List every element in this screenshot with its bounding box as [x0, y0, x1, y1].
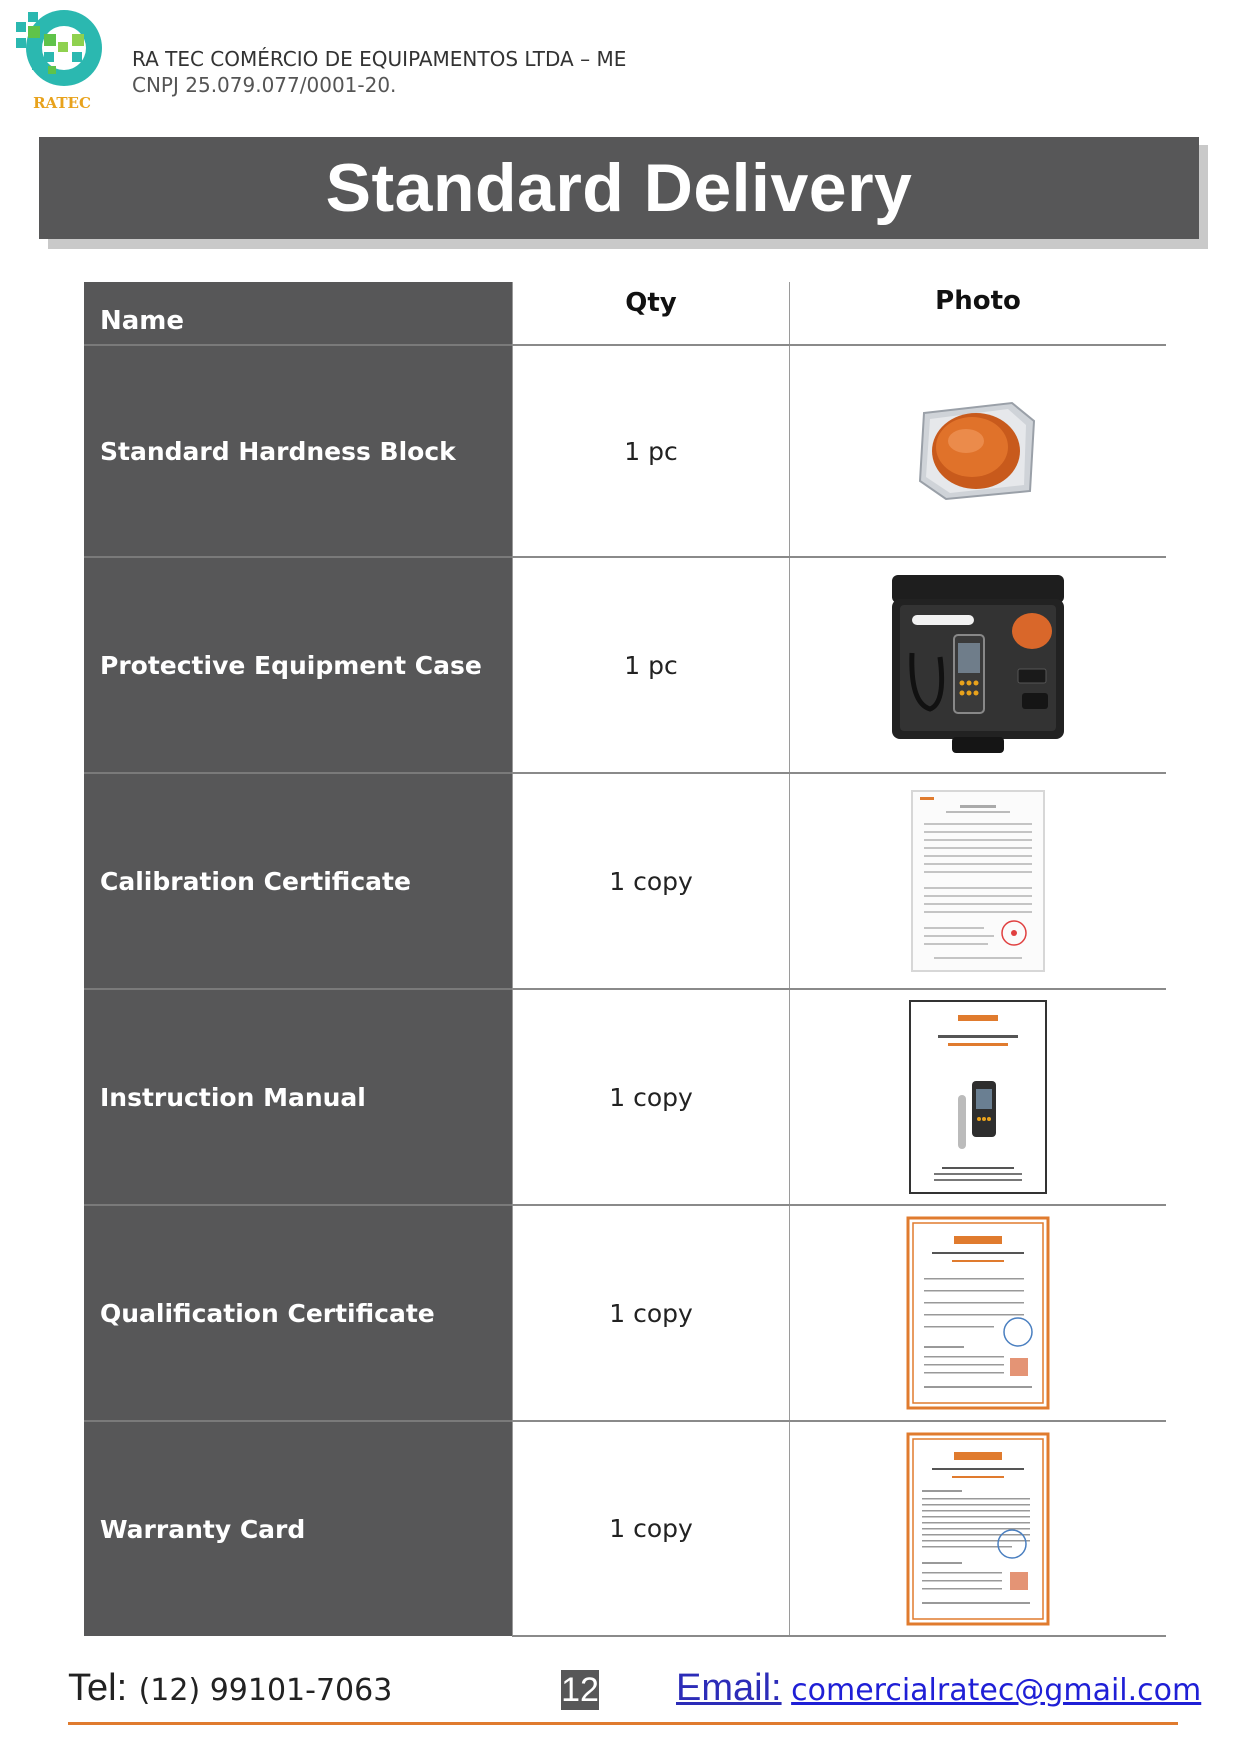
column-header-name: Name: [84, 282, 513, 345]
delivery-table: [84, 282, 1166, 1637]
column-header-qty: Qty: [513, 282, 790, 345]
svg-text:RATEC: RATEC: [33, 94, 91, 112]
item-photo: [790, 1421, 1167, 1636]
calibration-certificate-photo-icon: [910, 789, 1046, 973]
table-row: [84, 773, 1166, 989]
warranty-card-photo-icon: [906, 1432, 1050, 1626]
footer-divider: [68, 1722, 1178, 1725]
item-photo: [790, 773, 1167, 989]
company-cnpj: CNPJ 25.079.077/0001-20.: [132, 73, 397, 97]
item-qty: 1 copy: [513, 1205, 790, 1421]
tel-label: Tel:: [68, 1667, 128, 1709]
company-name: RA TEC COMÉRCIO DE EQUIPAMENTOS LTDA – ME: [132, 47, 627, 71]
ratec-logo-icon: [12, 4, 112, 112]
item-qty: 1 copy: [513, 989, 790, 1205]
item-qty: 1 pc: [513, 345, 790, 557]
hardness-block-photo-icon: [916, 399, 1040, 503]
email-link[interactable]: comercialratec@gmail.com: [791, 1673, 1202, 1708]
table-row: [84, 1205, 1166, 1421]
qualification-certificate-photo-icon: [906, 1216, 1050, 1410]
instruction-manual-photo-icon: [908, 999, 1048, 1195]
footer-telephone: [68, 1667, 392, 1710]
column-header-photo: Photo: [790, 282, 1167, 345]
tel-number: (12) 99101-7063: [138, 1673, 393, 1708]
table-row: [84, 989, 1166, 1205]
footer-email: [676, 1667, 1201, 1710]
item-name: Protective Equipment Case: [84, 557, 513, 773]
item-name: Standard Hardness Block: [84, 345, 513, 557]
table-row: [84, 345, 1166, 557]
item-name: Instruction Manual: [84, 989, 513, 1205]
item-photo: [790, 557, 1167, 773]
page-title: Standard Delivery: [325, 150, 913, 226]
table-row: [84, 557, 1166, 773]
item-name: Calibration Certificate: [84, 773, 513, 989]
item-photo: [790, 1205, 1167, 1421]
company-info: [132, 46, 626, 98]
item-qty: 1 pc: [513, 557, 790, 773]
item-qty: 1 copy: [513, 1421, 790, 1636]
title-banner: [39, 137, 1199, 239]
table-header-row: [84, 282, 1166, 345]
email-label: Email:: [676, 1667, 782, 1709]
item-name: Qualification Certificate: [84, 1205, 513, 1421]
item-photo: [790, 345, 1167, 557]
item-qty: 1 copy: [513, 773, 790, 989]
item-name: Warranty Card: [84, 1421, 513, 1636]
item-photo: [790, 989, 1167, 1205]
page-number: 12: [561, 1671, 599, 1709]
equipment-case-photo-icon: [890, 573, 1066, 757]
table-row: [84, 1421, 1166, 1636]
ratec-logo: [12, 4, 112, 112]
